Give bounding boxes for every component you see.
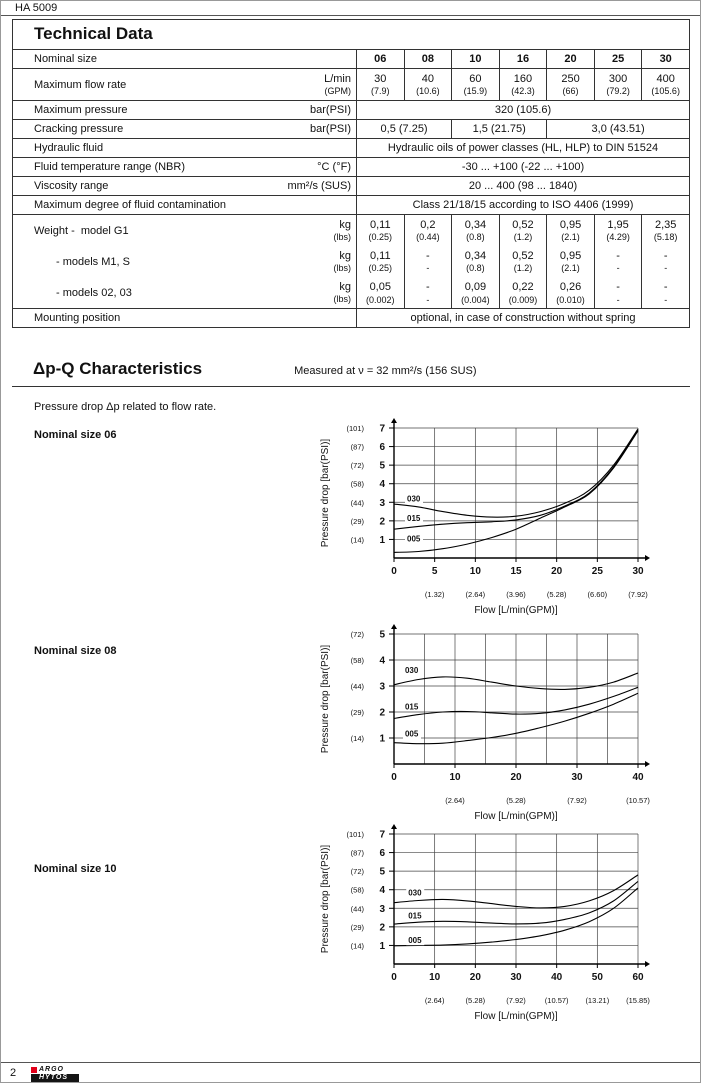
svg-text:(58): (58) (350, 885, 364, 895)
svg-text:30: 30 (632, 566, 644, 577)
svg-text:0: 0 (391, 772, 397, 783)
row-unit: bar(PSI) (310, 122, 351, 135)
table-cell: 60 (15.9) (452, 69, 500, 101)
svg-text:(7.92): (7.92) (506, 996, 526, 1005)
table-cell: 0,05 (0.002) (357, 277, 405, 309)
chart-canvas (308, 624, 660, 829)
technical-data-title: Technical Data (12, 19, 690, 49)
svg-text:1: 1 (379, 940, 385, 952)
svg-text:(72): (72) (350, 630, 364, 639)
chart-svg (308, 418, 660, 618)
svg-text:5: 5 (431, 566, 438, 577)
svg-text:10: 10 (429, 972, 441, 983)
table-cell: - - (642, 246, 690, 277)
svg-text:015: 015 (408, 911, 422, 921)
svg-text:3: 3 (379, 681, 385, 693)
svg-text:Pressure drop [bar(PSI)]: Pressure drop [bar(PSI)] (320, 438, 331, 548)
chart-canvas (308, 824, 660, 1029)
svg-text:(14): (14) (350, 734, 364, 743)
svg-text:030: 030 (407, 494, 421, 504)
table-cell: - - (594, 277, 642, 309)
svg-text:(72): (72) (350, 461, 364, 471)
table-cell: 2,35 (5.18) (642, 215, 690, 247)
table-cell: 0,34 (0.8) (452, 246, 500, 277)
svg-text:30: 30 (571, 772, 583, 783)
svg-text:30: 30 (510, 972, 522, 983)
svg-text:(7.92): (7.92) (628, 590, 648, 599)
svg-text:(72): (72) (350, 867, 364, 877)
svg-text:(29): (29) (350, 922, 364, 932)
table-cell: Hydraulic oils of power classes (HL, HLP) to DIN 51524 (357, 139, 690, 158)
table-cell: 30 (642, 50, 690, 69)
table-cell: 25 (594, 50, 642, 69)
argo-hytos-logo (31, 1066, 79, 1083)
table-cell: 0,2 (0.44) (404, 215, 452, 247)
row-label: Fluid temperature range (NBR) (34, 161, 186, 174)
svg-text:6: 6 (379, 442, 385, 454)
table-row (13, 120, 690, 139)
svg-text:(58): (58) (350, 656, 364, 665)
row-label-cell (13, 120, 357, 139)
characteristics-title: Δp-Q Characteristics (33, 359, 203, 378)
logo-red-mark (31, 1067, 37, 1073)
svg-text:0: 0 (391, 566, 397, 577)
row-label-cell (13, 196, 357, 215)
svg-text:015: 015 (407, 513, 421, 523)
svg-text:015: 015 (404, 702, 419, 712)
chart-title: Nominal size 06 (34, 429, 117, 441)
table-row (13, 139, 690, 158)
svg-text:(87): (87) (350, 442, 364, 452)
table-row (13, 277, 690, 309)
svg-text:(10.57): (10.57) (544, 996, 569, 1005)
svg-text:(2.64): (2.64) (465, 590, 486, 599)
table-cell: 40 (10.6) (404, 69, 452, 101)
svg-text:10: 10 (449, 772, 461, 783)
svg-text:2: 2 (379, 922, 385, 934)
table-row (13, 309, 690, 328)
chart-svg (308, 824, 660, 1024)
table-cell: 1,95 (4.29) (594, 215, 642, 247)
technical-data-section (12, 19, 690, 328)
row-label: Cracking pressure (34, 123, 124, 136)
svg-text:5: 5 (379, 629, 385, 641)
chart-canvas (308, 418, 660, 623)
svg-text:(15.85): (15.85) (626, 996, 650, 1005)
svg-text:Pressure drop [bar(PSI)]: Pressure drop [bar(PSI)] (320, 844, 331, 954)
svg-text:5: 5 (379, 460, 385, 472)
svg-text:(13.21): (13.21) (585, 996, 610, 1005)
svg-text:2: 2 (379, 707, 385, 719)
row-label: - models M1, S (56, 255, 130, 268)
table-cell: 30 (7.9) (357, 69, 405, 101)
svg-text:6: 6 (379, 848, 385, 860)
table-row (13, 196, 690, 215)
row-label-cell (13, 246, 357, 277)
svg-text:(5.28): (5.28) (506, 796, 526, 805)
table-cell: 3,0 (43.51) (547, 120, 690, 139)
table-cell: 08 (404, 50, 452, 69)
doc-code: HA 5009 (15, 2, 58, 14)
table-cell: 0,09 (0.004) (452, 277, 500, 309)
svg-text:40: 40 (632, 772, 644, 783)
table-cell: 300 (79.2) (594, 69, 642, 101)
table-row (13, 69, 690, 101)
table-cell: -30 ... +100 (-22 ... +100) (357, 158, 690, 177)
table-cell: 1,5 (21.75) (452, 120, 547, 139)
svg-text:4: 4 (379, 479, 385, 491)
svg-text:7: 7 (379, 423, 385, 435)
svg-text:Pressure drop [bar(PSI)]: Pressure drop [bar(PSI)] (320, 644, 331, 754)
row-unit: kg (lbs) (333, 250, 351, 273)
row-label: Weight - model G1 (34, 224, 129, 237)
table-row (13, 101, 690, 120)
row-label: - models 02, 03 (56, 286, 132, 299)
table-cell: - - (404, 246, 452, 277)
table-row (13, 158, 690, 177)
svg-text:1: 1 (379, 534, 385, 546)
svg-text:40: 40 (551, 972, 563, 983)
table-cell: - - (404, 277, 452, 309)
svg-text:(3.96): (3.96) (506, 590, 526, 599)
svg-text:005: 005 (408, 936, 422, 946)
svg-text:030: 030 (404, 666, 419, 675)
row-label-cell (13, 309, 357, 328)
page-footer (1, 1062, 700, 1083)
svg-text:(29): (29) (350, 708, 364, 717)
table-cell: 10 (452, 50, 500, 69)
svg-text:15: 15 (510, 566, 522, 577)
svg-text:(2.64): (2.64) (445, 796, 465, 805)
table-row (13, 215, 690, 247)
row-label-cell (13, 277, 357, 309)
characteristics-header (12, 357, 690, 387)
svg-text:60: 60 (632, 972, 644, 983)
table-cell: 06 (357, 50, 405, 69)
svg-text:(5.28): (5.28) (465, 996, 486, 1005)
svg-text:20: 20 (551, 566, 563, 577)
table-cell: - - (642, 277, 690, 309)
svg-text:(58): (58) (350, 479, 364, 489)
svg-text:7: 7 (379, 829, 385, 841)
table-cell: 16 (499, 50, 547, 69)
row-unit: bar(PSI) (310, 103, 351, 116)
table-cell: 20 (547, 50, 595, 69)
table-cell: 250 (66) (547, 69, 595, 101)
characteristics-subtitle: Measured at ν = 32 mm²/s (156 SUS) (294, 365, 477, 377)
table-cell: - - (594, 246, 642, 277)
row-label: Maximum degree of fluid contamination (34, 199, 226, 212)
svg-text:Flow [L/min(GPM)]: Flow [L/min(GPM)] (474, 605, 558, 616)
chart-svg (308, 624, 660, 824)
logo-line-argo (31, 1066, 79, 1074)
svg-text:3: 3 (379, 903, 385, 915)
table-cell: Class 21/18/15 according to ISO 4406 (1999) (357, 196, 690, 215)
svg-text:005: 005 (404, 729, 419, 739)
svg-text:4: 4 (379, 885, 385, 897)
technical-data-table (12, 49, 690, 328)
logo-text-hytos: HYTOS (31, 1074, 79, 1083)
svg-text:20: 20 (510, 772, 522, 783)
table-cell: 320 (105.6) (357, 101, 690, 120)
svg-text:(87): (87) (350, 848, 364, 858)
row-unit: L/min (GPM) (324, 73, 351, 96)
svg-text:Flow [L/min(GPM)]: Flow [L/min(GPM)] (474, 1011, 558, 1022)
svg-text:Flow [L/min(GPM)]: Flow [L/min(GPM)] (474, 811, 558, 822)
row-label: Hydraulic fluid (34, 142, 104, 155)
table-row (13, 246, 690, 277)
svg-text:3: 3 (379, 497, 385, 509)
table-cell: 160 (42.3) (499, 69, 547, 101)
svg-text:25: 25 (591, 566, 603, 577)
svg-text:0: 0 (391, 972, 397, 983)
chart-title: Nominal size 08 (34, 645, 117, 657)
table-cell: 0,95 (2.1) (547, 215, 595, 247)
row-label: Nominal size (34, 53, 97, 65)
row-unit: kg (lbs) (333, 281, 351, 304)
row-label-cell (13, 158, 357, 177)
table-cell: 0,26 (0.010) (547, 277, 595, 309)
table-cell: 400 (105.6) (642, 69, 690, 101)
row-label: Viscosity range (34, 180, 109, 193)
table-cell: 0,11 (0.25) (357, 246, 405, 277)
svg-text:10: 10 (469, 566, 481, 577)
svg-text:(7.92): (7.92) (567, 796, 587, 805)
svg-text:(101): (101) (346, 830, 364, 839)
table-cell: 0,52 (1.2) (499, 246, 547, 277)
row-label-cell (13, 101, 357, 120)
svg-text:(10.57): (10.57) (626, 796, 650, 805)
svg-text:005: 005 (407, 534, 421, 544)
row-label-cell (13, 215, 357, 247)
svg-text:(101): (101) (346, 424, 364, 433)
row-label-cell (13, 139, 357, 158)
row-unit: °C (°F) (317, 160, 351, 173)
table-cell: 0,95 (2.1) (547, 246, 595, 277)
svg-text:(1.32): (1.32) (424, 590, 445, 599)
row-label: Maximum pressure (34, 104, 128, 117)
svg-text:50: 50 (591, 972, 603, 983)
svg-text:4: 4 (379, 655, 385, 667)
row-unit: kg (lbs) (333, 219, 351, 242)
page-number: 2 (10, 1067, 17, 1079)
svg-text:1: 1 (379, 733, 385, 745)
row-unit: mm²/s (SUS) (287, 179, 351, 192)
svg-text:(14): (14) (350, 941, 364, 951)
svg-text:(44): (44) (350, 904, 364, 914)
table-cell: 20 ... 400 (98 ... 1840) (357, 177, 690, 196)
svg-text:20: 20 (469, 972, 481, 983)
row-label-cell (13, 50, 357, 69)
svg-text:(6.60): (6.60) (587, 590, 608, 599)
row-label: Maximum flow rate (34, 78, 127, 91)
table-cell: 0,52 (1.2) (499, 215, 547, 247)
svg-text:(5.28): (5.28) (546, 590, 567, 599)
svg-text:2: 2 (379, 516, 385, 528)
top-divider (1, 15, 700, 16)
table-cell: 0,5 (7.25) (357, 120, 452, 139)
svg-text:5: 5 (379, 866, 385, 878)
characteristics-intro: Pressure drop Δp related to flow rate. (34, 401, 217, 413)
row-label: Mounting position (34, 312, 121, 325)
row-label-cell (13, 177, 357, 196)
svg-text:(44): (44) (350, 498, 364, 508)
svg-text:030: 030 (408, 888, 422, 898)
svg-text:(29): (29) (350, 516, 364, 526)
svg-text:(2.64): (2.64) (424, 996, 445, 1005)
table-cell: optional, in case of construction without spring (357, 309, 690, 328)
row-label-cell (13, 69, 357, 101)
table-cell: 0,22 (0.009) (499, 277, 547, 309)
svg-text:(44): (44) (350, 682, 364, 691)
svg-text:(14): (14) (350, 535, 364, 545)
logo-text-argo: ARGO (39, 1066, 64, 1073)
table-cell: 0,34 (0.8) (452, 215, 500, 247)
table-cell: 0,11 (0.25) (357, 215, 405, 247)
table-row (13, 177, 690, 196)
chart-title: Nominal size 10 (34, 863, 117, 875)
table-row (13, 50, 690, 69)
